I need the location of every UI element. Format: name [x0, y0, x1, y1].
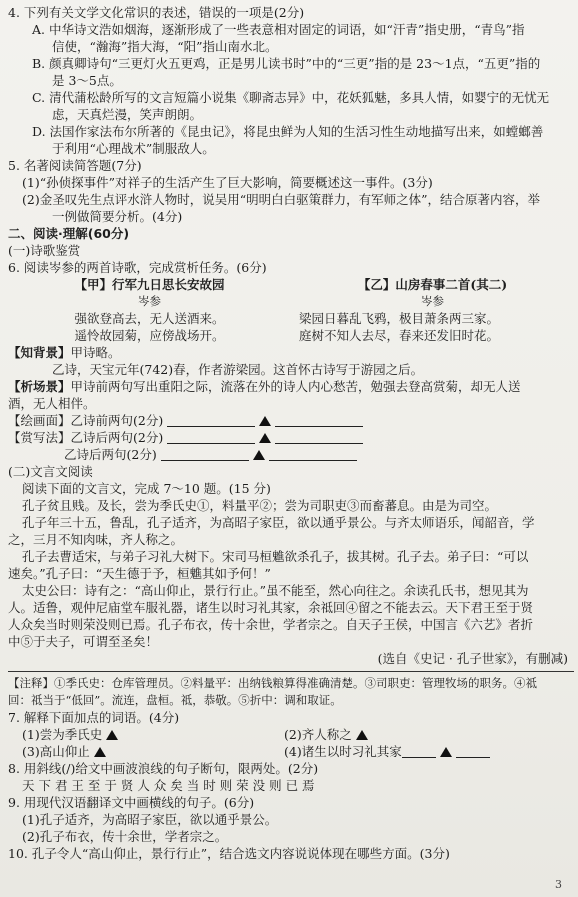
passage-p4-line1: 太史公曰：诗有之：“高山仰止，景行行止。”虽不能至，然心向往之。余读孔氏书，想见其为 [22, 583, 529, 598]
answer-triangle-icon [356, 730, 368, 740]
q4-option-b-line2: 是 3～5点。 [52, 73, 122, 88]
q10-stem: 10. 孔子令人“高山仰止，景行行止”，结合选文内容说说体现在哪些方面。(3分) [8, 846, 450, 861]
q4-option-c-line2: 虑，天真烂漫，笑声朗朗。 [52, 107, 203, 122]
q5-sub2-line2: 一例做简要分析。(4分) [52, 209, 183, 224]
answer-triangle-icon [106, 730, 118, 740]
poem-b-line1: 梁园日暮乱飞鸦，极目萧条两三家。 [299, 311, 500, 326]
q4-option-a-line1: A. 中华诗文浩如烟海，逐渐形成了一些表意相对固定的词语，如“汗青”指史册，“青鸟”指 [32, 22, 525, 37]
q5-stem: 5. 名著阅读简答题(7分) [8, 158, 142, 173]
answer-blank[interactable] [167, 426, 255, 427]
q8-text: 天 下 君 王 至 于 贤 人 众 矣 当 时 则 荣 没 则 已 焉 [22, 778, 315, 793]
q4-option-c-line1: C. 清代蒲松龄所写的文言短篇小说集《聊斋志异》中，花妖狐魅，多具人情，如婴宁的无忧无 [32, 90, 550, 105]
classical-intro: 阅读下面的文言文，完成 7～10 题。(15 分) [22, 481, 271, 496]
notes-line2: 回：祗当于“低回”。流连，盘桓。祗，恭敬。⑤折中：调和取证。 [8, 693, 342, 707]
poem-b-line2: 庭树不知人去尽，春来还发旧时花。 [299, 328, 500, 343]
passage-p4-line2: 人。适鲁，观仲尼庙堂车服礼器，诸生以时习礼其家，余祗回④留之不能去云。天下君王至于贤 [8, 600, 534, 615]
q8-stem: 8. 用斜线(/)给文中画波浪线的句子断句，限两处。(2分) [8, 761, 319, 776]
q5-sub1: (1)“孙侦探事件”对祥子的生活产生了巨大影响，简要概述这一事件。(3分) [22, 175, 433, 190]
answer-blank[interactable] [161, 460, 249, 461]
task-appreciate-2 [8, 446, 574, 463]
answer-triangle-icon [259, 416, 271, 426]
passage-source: (选自《史记 · 孔子世家》，有删减) [377, 651, 568, 666]
analysis-row [8, 378, 574, 395]
answer-triangle-icon [259, 433, 271, 443]
analysis-label: 【析场景】 [8, 379, 71, 394]
q4-option-d-line2: 于利用“心理战术”制服敌人。 [52, 141, 215, 156]
poem-a-author: 岑参 [138, 294, 161, 308]
section-poetry: (一)诗歌鉴赏 [8, 243, 81, 258]
poem-b [291, 276, 574, 344]
part2-title: 二、阅读·理解(60分) [8, 226, 130, 241]
q9-sentence2: (2)孔子布衣，传十余世，学者宗之。 [22, 829, 228, 844]
task-draw [8, 412, 574, 429]
answer-triangle-icon [440, 747, 452, 757]
answer-blank[interactable] [269, 460, 357, 461]
poems [8, 276, 574, 344]
analysis-text2: 酒，无人相伴。 [8, 396, 96, 411]
passage-p4-line4: 中⑤于夫子，可谓至圣矣！ [8, 634, 159, 649]
answer-blank[interactable] [275, 443, 363, 444]
task-appreciate-1 [8, 429, 574, 446]
q7-item2 [284, 727, 372, 742]
answer-blank[interactable] [167, 443, 255, 444]
background-b: 乙诗，天宝元年(742)春，作者游梁园。这首怀古诗写于游园之后。 [52, 362, 424, 377]
poem-a-line2: 遥怜故园菊，应傍战场开。 [74, 328, 225, 343]
q7-item1-text: (1)尝为季氏史 [22, 727, 103, 742]
task-draw-label: 【绘画面】乙诗前两句(2分) [8, 413, 164, 428]
notes-line1: 【注释】①季氏史：仓库管理员。②料量平：出纳钱粮算得准确清楚。③司职吏：管理牧场的职务。④祗 [8, 676, 537, 690]
passage-p3-line2: 速矣。”孔子曰：“天生德于予，桓魋其如予何！” [8, 566, 271, 581]
notes-divider [8, 671, 574, 672]
poem-a-line1: 强欲登高去，无人送酒来。 [74, 311, 225, 326]
answer-triangle-icon [94, 747, 106, 757]
q5-sub2-line1: (2)金圣叹先生点评水浒人物时，说吴用“明明白白驱策群力，有军师之体”，结合原著内容，举 [22, 192, 540, 207]
q7-row1 [8, 726, 574, 743]
answer-blank[interactable] [456, 757, 490, 758]
passage-p3-line1: 孔子去曹适宋，与弟子习礼大树下。宋司马桓魋欲杀孔子，拔其树。孔子去。弟子曰：“可以 [22, 549, 529, 564]
section-classical: (二)文言文阅读 [8, 464, 93, 479]
q9-sentence1: (1)孔子适齐，为高昭子家臣，欲以通乎景公。 [22, 812, 278, 827]
passage-p2-line2: 之，三月不知肉味，齐人称之。 [8, 532, 184, 547]
exam-content [8, 4, 574, 862]
q7-item1 [22, 726, 284, 743]
answer-triangle-icon [253, 450, 265, 460]
q7-item3-text: (3)高山仰止 [22, 744, 90, 759]
analysis-text1: 甲诗前两句写出重阳之际，流落在外的诗人内心愁苦，勉强去登高赏菊，却无人送 [70, 379, 521, 394]
q7-item4 [284, 744, 490, 759]
background-a: 甲诗略。 [70, 345, 121, 360]
page-number: 3 [555, 878, 562, 891]
answer-blank[interactable] [275, 426, 363, 427]
poem-b-title: 【乙】山房春事二首(其二) [357, 277, 508, 292]
q9-stem: 9. 用现代汉语翻译文中画横线的句子。(6分) [8, 795, 255, 810]
background-label: 【知背景】 [8, 345, 71, 360]
passage-p1: 孔子贫且贱。及长，尝为季氏史①，料量平②；尝为司职吏③而畜蕃息。由是为司空。 [22, 498, 498, 513]
task-appreciate-2-label: 乙诗后两句(2分) [64, 447, 157, 462]
poem-a-title: 【甲】行军九日思长安故园 [74, 277, 225, 292]
q7-item3 [22, 743, 284, 760]
answer-blank[interactable] [402, 757, 436, 758]
passage-p2-line1: 孔子年三十五，鲁乱，孔子适齐，为高昭子家臣，欲以通乎景公。与齐太师语乐，闻韶音，学 [22, 515, 535, 530]
poem-b-author: 岑参 [421, 294, 444, 308]
passage-p4-line3: 人众矣当时则荣没则已焉。孔子布衣，传十余世，学者宗之。自天子王侯，中国言《六艺》者折 [8, 617, 534, 632]
q7-stem: 7. 解释下面加点的词语。(4分) [8, 710, 180, 725]
background-row [8, 344, 574, 361]
q7-item2-text: (2)齐人称之 [284, 727, 352, 742]
q6-stem: 6. 阅读岑参的两首诗歌，完成赏析任务。(6分) [8, 260, 267, 275]
q7-item4-text: (4)诸生以时习礼其家 [284, 744, 402, 759]
q4-option-b-line1: B. 颜真卿诗句“三更灯火五更鸡，正是男儿读书时”中的“三更”指的是 23～1点，“五更”指的 [32, 56, 541, 71]
q7-row2 [8, 743, 574, 760]
q4-stem: 4. 下列有关文学文化常识的表述，错误的一项是(2分) [8, 5, 305, 20]
task-appreciate-1-label: 【赏写法】乙诗后两句(2分) [8, 430, 164, 445]
q4-option-a-line2: 信使，“瀚海”指大海，“阳”指山南水北。 [52, 39, 278, 54]
q4-option-d-line1: D. 法国作家法布尔所著的《昆虫记》，将昆虫鲜为人知的生活习性生动地描写出来，如螳螂善 [32, 124, 544, 139]
poem-a [8, 276, 291, 344]
